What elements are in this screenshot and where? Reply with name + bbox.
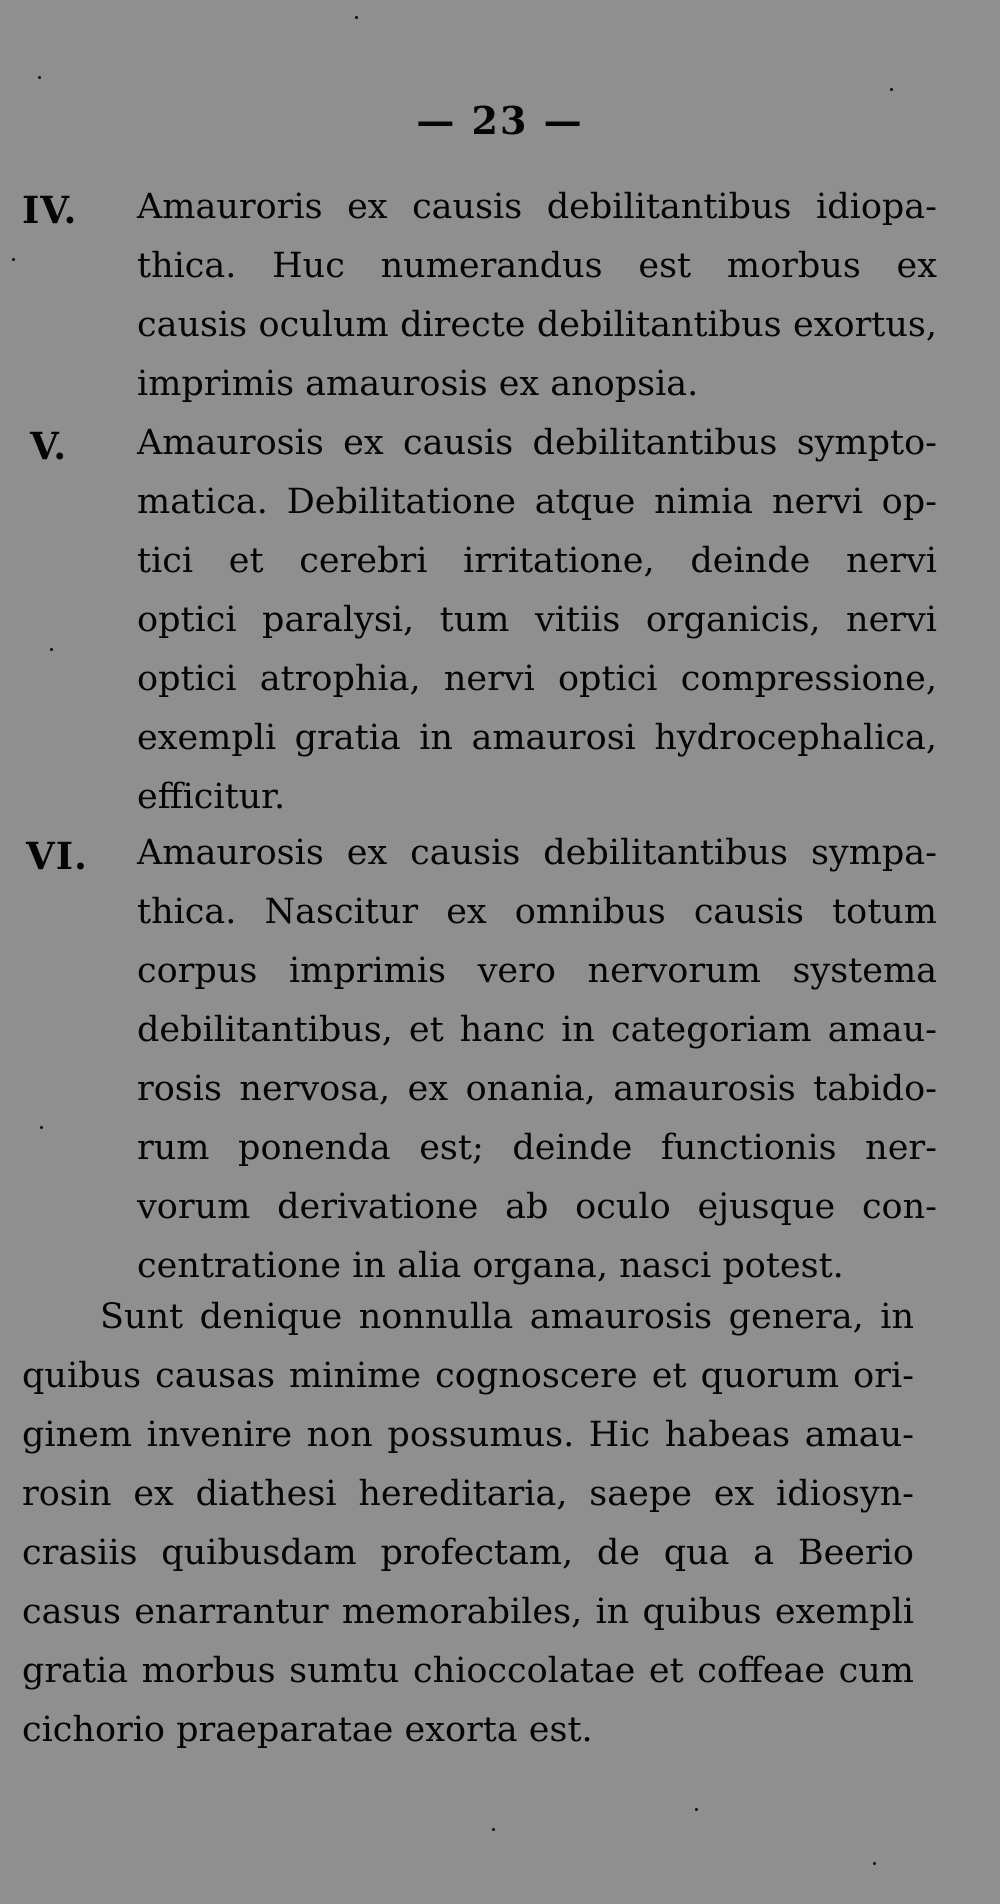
- scan-speck: [492, 1828, 495, 1831]
- scan-speck: [12, 258, 15, 261]
- item-text: [137, 824, 937, 1296]
- text-line: optici atrophia, nervi optici compressione,: [137, 659, 937, 699]
- scan-speck: [873, 1862, 876, 1865]
- item-numeral: VI.: [26, 834, 88, 878]
- text-line: causis oculum directe debilitantibus exortus,: [137, 305, 937, 345]
- text-line: crasiis quibusdam profectam, de qua a Beerio: [22, 1533, 914, 1573]
- text-line: quibus causas minime cognoscere et quorum ori-: [22, 1356, 914, 1396]
- text-line: efficitur.: [137, 777, 286, 817]
- text-line: corpus imprimis vero nervorum systema: [137, 951, 937, 991]
- text-line: matica. Debilitatione atque nimia nervi op-: [137, 482, 937, 522]
- text-line: Sunt denique nonnulla amaurosis genera, in: [100, 1297, 914, 1337]
- scan-speck: [40, 1126, 43, 1129]
- scan-speck: [695, 1808, 698, 1811]
- text-line: tici et cerebri irritatione, deinde nervi: [137, 541, 937, 581]
- scan-speck: [38, 76, 41, 79]
- text-line: centratione in alia organa, nasci potest.: [137, 1246, 844, 1286]
- item-text: [137, 178, 937, 414]
- closing-paragraph: [22, 1288, 914, 1760]
- text-line: debilitantibus, et hanc in categoriam amau-: [137, 1010, 937, 1050]
- text-line: gratia morbus sumtu chioccolatae et coffeae cum: [22, 1651, 914, 1691]
- item-text: [137, 414, 937, 827]
- text-line: ginem invenire non possumus. Hic habeas amau-: [22, 1415, 914, 1455]
- text-line: rosis nervosa, ex onania, amaurosis tabido-: [137, 1069, 937, 1109]
- text-line: thica. Huc numerandus est morbus ex: [137, 246, 937, 286]
- text-line: cichorio praeparatae exorta est.: [22, 1710, 593, 1750]
- page-number: — 23 —: [416, 98, 584, 143]
- text-line: imprimis amaurosis ex anopsia.: [137, 364, 699, 404]
- text-line: Amauroris ex causis debilitantibus idiopa-: [137, 187, 937, 227]
- scan-speck: [50, 648, 53, 651]
- text-line: rosin ex diathesi hereditaria, saepe ex idiosyn-: [22, 1474, 914, 1514]
- item-numeral: IV.: [22, 188, 78, 232]
- scan-speck: [890, 88, 893, 91]
- text-line: rum ponenda est; deinde functionis ner-: [137, 1128, 937, 1168]
- text-line: exempli gratia in amaurosi hydrocephalica,: [137, 718, 937, 758]
- scan-speck: [355, 16, 358, 19]
- text-line: optici paralysi, tum vitiis organicis, nervi: [137, 600, 937, 640]
- text-line: Amaurosis ex causis debilitantibus sympto-: [137, 423, 937, 463]
- text-line: vorum derivatione ab oculo ejusque con-: [137, 1187, 937, 1227]
- text-line: thica. Nascitur ex omnibus causis totum: [137, 892, 937, 932]
- text-line: casus enarrantur memorabiles, in quibus exempli: [22, 1592, 914, 1632]
- text-line: Amaurosis ex causis debilitantibus sympa-: [137, 833, 937, 873]
- item-numeral: V.: [30, 424, 68, 468]
